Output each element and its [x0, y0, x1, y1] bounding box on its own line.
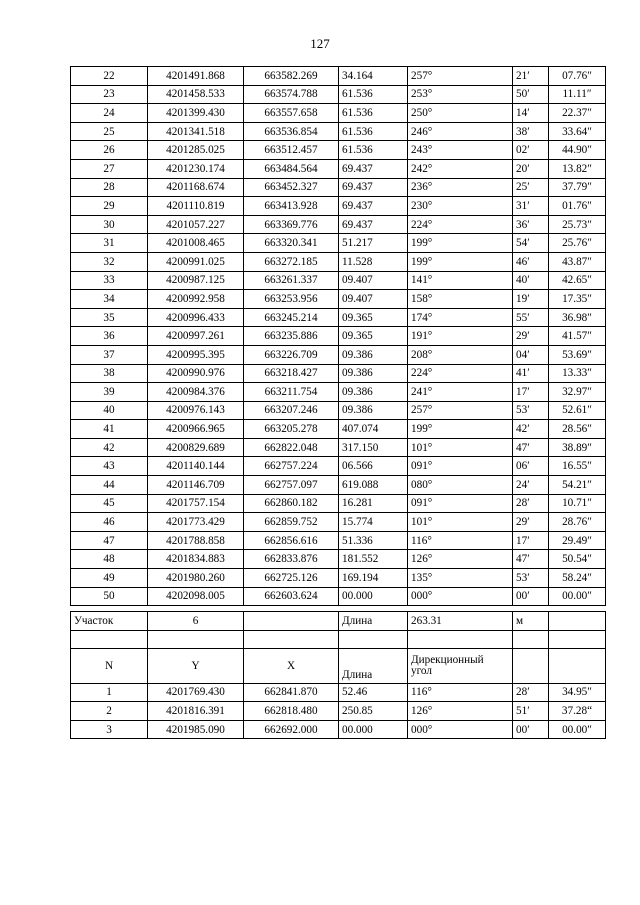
coord-x: 663512.457	[244, 141, 339, 160]
segment-length: 52.46	[339, 683, 408, 702]
coord-x: 662822.048	[244, 438, 339, 457]
point-number: 32	[71, 252, 148, 271]
coord-x: 663261.337	[244, 271, 339, 290]
table-row	[71, 308, 606, 327]
segment-length: 09.386	[339, 364, 408, 383]
coord-x: 663211.754	[244, 383, 339, 402]
angle-degrees: 174°	[408, 308, 513, 327]
coord-y: 4200984.376	[148, 383, 244, 402]
table-row	[71, 122, 606, 141]
angle-minutes: 40′	[513, 271, 549, 290]
angle-minutes: 04′	[513, 345, 549, 364]
angle-minutes: 29′	[513, 513, 549, 532]
angle-seconds: 10.71″	[549, 494, 606, 513]
angle-degrees: 250°	[408, 104, 513, 123]
table-row	[71, 401, 606, 420]
coord-x: 663536.854	[244, 122, 339, 141]
angle-degrees: 199°	[408, 420, 513, 439]
segment-length: 181.552	[339, 550, 408, 569]
angle-minutes: 38′	[513, 122, 549, 141]
coord-y: 4201341.518	[148, 122, 244, 141]
angle-minutes: 51′	[513, 702, 549, 721]
segment-length: 69.437	[339, 159, 408, 178]
point-number: 47	[71, 531, 148, 550]
angle-seconds: 07.76″	[549, 67, 606, 86]
angle-minutes: 50′	[513, 85, 549, 104]
point-number: 23	[71, 85, 148, 104]
angle-degrees: 242°	[408, 159, 513, 178]
angle-degrees: 243°	[408, 141, 513, 160]
segment-length: 15.774	[339, 513, 408, 532]
section-label: Участок	[71, 612, 148, 631]
table-row	[71, 178, 606, 197]
segment-length: 317.150	[339, 438, 408, 457]
coord-x: 662603.624	[244, 587, 339, 606]
angle-minutes: 47′	[513, 550, 549, 569]
empty-cell	[549, 612, 606, 631]
angle-seconds: 16.55″	[549, 457, 606, 476]
table-row	[71, 702, 606, 721]
angle-seconds: 22.37″	[549, 104, 606, 123]
table-row	[71, 364, 606, 383]
coord-x: 662833.876	[244, 550, 339, 569]
coord-y: 4201788.858	[148, 531, 244, 550]
table-row	[71, 252, 606, 271]
segment-length: 09.407	[339, 271, 408, 290]
angle-degrees: 199°	[408, 234, 513, 253]
table-row	[71, 438, 606, 457]
angle-seconds: 54.21″	[549, 476, 606, 495]
coord-x: 662725.126	[244, 569, 339, 588]
segment-length: 09.365	[339, 308, 408, 327]
point-number: 49	[71, 569, 148, 588]
angle-degrees: 257°	[408, 401, 513, 420]
coord-y: 4201140.144	[148, 457, 244, 476]
segment-length: 61.536	[339, 122, 408, 141]
header-y: Y	[148, 648, 244, 683]
coord-x: 662859.752	[244, 513, 339, 532]
angle-seconds: 28.76″	[549, 513, 606, 532]
angle-degrees: 091°	[408, 494, 513, 513]
angle-seconds: 52.61″	[549, 401, 606, 420]
coord-x: 663452.327	[244, 178, 339, 197]
angle-minutes: 02′	[513, 141, 549, 160]
angle-degrees: 236°	[408, 178, 513, 197]
angle-seconds: 00.00″	[549, 720, 606, 739]
coord-x: 663207.246	[244, 401, 339, 420]
angle-degrees: 191°	[408, 327, 513, 346]
table-row	[71, 683, 606, 702]
angle-seconds: 42.65″	[549, 271, 606, 290]
coord-x: 663218.427	[244, 364, 339, 383]
angle-seconds: 32.97″	[549, 383, 606, 402]
coord-x: 663245.214	[244, 308, 339, 327]
angle-seconds: 28.56″	[549, 420, 606, 439]
coord-y: 4200991.025	[148, 252, 244, 271]
segment-length: 61.536	[339, 141, 408, 160]
angle-seconds: 33.64″	[549, 122, 606, 141]
segment-length: 407.074	[339, 420, 408, 439]
segment-length: 69.437	[339, 178, 408, 197]
point-number: 46	[71, 513, 148, 532]
segment-length: 61.536	[339, 85, 408, 104]
coordinates-table	[70, 66, 606, 606]
angle-minutes: 41′	[513, 364, 549, 383]
angle-degrees: 116°	[408, 683, 513, 702]
table-row	[71, 420, 606, 439]
point-number: 39	[71, 383, 148, 402]
segment-length: 69.437	[339, 197, 408, 216]
angle-degrees: 126°	[408, 550, 513, 569]
angle-minutes: 54′	[513, 234, 549, 253]
angle-minutes: 36′	[513, 215, 549, 234]
angle-degrees: 224°	[408, 215, 513, 234]
empty-cell	[513, 648, 549, 683]
table-row	[71, 476, 606, 495]
segment-length: 69.437	[339, 215, 408, 234]
angle-degrees: 257°	[408, 67, 513, 86]
point-number: 33	[71, 271, 148, 290]
angle-seconds: 50.54″	[549, 550, 606, 569]
coord-y: 4202098.005	[148, 587, 244, 606]
point-number: 48	[71, 550, 148, 569]
segment-length: 06.566	[339, 457, 408, 476]
coord-y: 4201285.025	[148, 141, 244, 160]
header-direction-line2: угол	[411, 664, 432, 677]
segment-length: 09.365	[339, 327, 408, 346]
point-number: 40	[71, 401, 148, 420]
angle-degrees: 158°	[408, 290, 513, 309]
angle-degrees: 230°	[408, 197, 513, 216]
coord-y: 4201008.465	[148, 234, 244, 253]
coord-x: 662841.870	[244, 683, 339, 702]
point-number: 28	[71, 178, 148, 197]
angle-degrees: 116°	[408, 531, 513, 550]
angle-minutes: 20′	[513, 159, 549, 178]
angle-minutes: 53′	[513, 401, 549, 420]
point-number: 2	[71, 702, 148, 721]
angle-seconds: 37.28“	[549, 702, 606, 721]
coord-x: 663235.886	[244, 327, 339, 346]
segment-length: 51.217	[339, 234, 408, 253]
segment-length: 09.386	[339, 383, 408, 402]
angle-minutes: 42′	[513, 420, 549, 439]
point-number: 44	[71, 476, 148, 495]
empty-cell	[549, 648, 606, 683]
segment-length: 34.164	[339, 67, 408, 86]
table-row	[71, 457, 606, 476]
table-row	[71, 720, 606, 739]
angle-minutes: 25′	[513, 178, 549, 197]
segment-length: 51.336	[339, 531, 408, 550]
coord-y: 4201757.154	[148, 494, 244, 513]
angle-minutes: 06′	[513, 457, 549, 476]
angle-degrees: 135°	[408, 569, 513, 588]
segment-length: 61.536	[339, 104, 408, 123]
point-number: 34	[71, 290, 148, 309]
point-number: 25	[71, 122, 148, 141]
coord-y: 4200829.689	[148, 438, 244, 457]
coord-y: 4200995.395	[148, 345, 244, 364]
angle-seconds: 01.76″	[549, 197, 606, 216]
coord-y: 4200996.433	[148, 308, 244, 327]
table-row	[71, 345, 606, 364]
coord-y: 4200966.965	[148, 420, 244, 439]
point-number: 43	[71, 457, 148, 476]
coord-x: 663484.564	[244, 159, 339, 178]
angle-seconds: 34.95″	[549, 683, 606, 702]
angle-minutes: 14′	[513, 104, 549, 123]
segment-length: 09.407	[339, 290, 408, 309]
table-row	[71, 513, 606, 532]
table-row	[71, 234, 606, 253]
angle-minutes: 46′	[513, 252, 549, 271]
length-value: 263.31	[408, 612, 513, 631]
coord-y: 4200997.261	[148, 327, 244, 346]
point-number: 35	[71, 308, 148, 327]
angle-seconds: 44.90″	[549, 141, 606, 160]
empty-cell	[244, 612, 339, 631]
blank-row	[71, 630, 606, 648]
header-x: X	[244, 648, 339, 683]
table-row	[71, 85, 606, 104]
coord-y: 4201057.227	[148, 215, 244, 234]
point-number: 29	[71, 197, 148, 216]
coord-x: 663369.776	[244, 215, 339, 234]
coord-y: 4201110.819	[148, 197, 244, 216]
coord-y: 4200990.976	[148, 364, 244, 383]
table-row	[71, 383, 606, 402]
angle-degrees: 101°	[408, 513, 513, 532]
angle-degrees: 253°	[408, 85, 513, 104]
point-number: 1	[71, 683, 148, 702]
point-number: 24	[71, 104, 148, 123]
angle-seconds: 29.49″	[549, 531, 606, 550]
coord-x: 662692.000	[244, 720, 339, 739]
angle-seconds: 00.00″	[549, 587, 606, 606]
table-row	[71, 104, 606, 123]
coord-x: 663272.185	[244, 252, 339, 271]
coord-y: 4201168.674	[148, 178, 244, 197]
angle-seconds: 53.69″	[549, 345, 606, 364]
coord-y: 4201985.090	[148, 720, 244, 739]
segment-length: 11.528	[339, 252, 408, 271]
header-n: N	[71, 648, 148, 683]
segment-length: 169.194	[339, 569, 408, 588]
angle-seconds: 43.87″	[549, 252, 606, 271]
point-number: 22	[71, 67, 148, 86]
coord-y: 4200992.958	[148, 290, 244, 309]
coord-y: 4200976.143	[148, 401, 244, 420]
angle-degrees: 080°	[408, 476, 513, 495]
angle-seconds: 37.79″	[549, 178, 606, 197]
angle-degrees: 126°	[408, 702, 513, 721]
angle-seconds: 25.73″	[549, 215, 606, 234]
coord-y: 4201980.260	[148, 569, 244, 588]
segment-length: 250.85	[339, 702, 408, 721]
coord-x: 663574.788	[244, 85, 339, 104]
point-number: 3	[71, 720, 148, 739]
length-label: Длина	[339, 612, 408, 631]
angle-minutes: 17′	[513, 531, 549, 550]
table-row	[71, 531, 606, 550]
coord-x: 663226.709	[244, 345, 339, 364]
point-number: 31	[71, 234, 148, 253]
table-row	[71, 197, 606, 216]
coord-y: 4201816.391	[148, 702, 244, 721]
coord-y: 4200987.125	[148, 271, 244, 290]
segment-length: 00.000	[339, 720, 408, 739]
angle-degrees: 224°	[408, 364, 513, 383]
angle-degrees: 246°	[408, 122, 513, 141]
angle-seconds: 41.57″	[549, 327, 606, 346]
segment-length: 619.088	[339, 476, 408, 495]
coord-x: 663253.956	[244, 290, 339, 309]
angle-seconds: 11.11″	[549, 85, 606, 104]
coord-x: 663205.278	[244, 420, 339, 439]
coord-y: 4201146.709	[148, 476, 244, 495]
length-unit: м	[513, 612, 549, 631]
coord-x: 663582.269	[244, 67, 339, 86]
table-row	[71, 271, 606, 290]
section-table	[70, 611, 606, 739]
table-row	[71, 290, 606, 309]
angle-minutes: 19′	[513, 290, 549, 309]
header-direction-line1: Дирекционный	[411, 653, 484, 666]
angle-degrees: 000°	[408, 720, 513, 739]
point-number: 30	[71, 215, 148, 234]
table-row	[71, 550, 606, 569]
segment-length: 09.386	[339, 345, 408, 364]
angle-seconds: 17.35″	[549, 290, 606, 309]
coord-x: 662757.224	[244, 457, 339, 476]
angle-seconds: 13.82″	[549, 159, 606, 178]
table-row	[71, 215, 606, 234]
point-number: 26	[71, 141, 148, 160]
angle-minutes: 17′	[513, 383, 549, 402]
angle-minutes: 31′	[513, 197, 549, 216]
section-summary-row	[71, 612, 606, 631]
table-row	[71, 494, 606, 513]
segment-length: 16.281	[339, 494, 408, 513]
coord-y: 4201773.429	[148, 513, 244, 532]
point-number: 36	[71, 327, 148, 346]
header-direction	[408, 648, 513, 683]
coord-x: 662757.097	[244, 476, 339, 495]
point-number: 37	[71, 345, 148, 364]
point-number: 38	[71, 364, 148, 383]
point-number: 27	[71, 159, 148, 178]
angle-minutes: 29′	[513, 327, 549, 346]
angle-degrees: 241°	[408, 383, 513, 402]
coord-y: 4201491.868	[148, 67, 244, 86]
angle-degrees: 199°	[408, 252, 513, 271]
coord-x: 663557.658	[244, 104, 339, 123]
angle-minutes: 28′	[513, 683, 549, 702]
page-number: 127	[310, 36, 330, 51]
header-row	[71, 648, 606, 683]
segment-length: 00.000	[339, 587, 408, 606]
point-number: 50	[71, 587, 148, 606]
coord-y: 4201834.883	[148, 550, 244, 569]
table-row	[71, 67, 606, 86]
header-length: Длина	[339, 648, 408, 683]
angle-minutes: 28′	[513, 494, 549, 513]
angle-minutes: 24′	[513, 476, 549, 495]
coord-x: 662856.616	[244, 531, 339, 550]
angle-minutes: 55′	[513, 308, 549, 327]
angle-seconds: 58.24″	[549, 569, 606, 588]
point-number: 45	[71, 494, 148, 513]
table-row	[71, 587, 606, 606]
angle-minutes: 47′	[513, 438, 549, 457]
table-row	[71, 569, 606, 588]
angle-minutes: 53′	[513, 569, 549, 588]
angle-seconds: 25.76″	[549, 234, 606, 253]
angle-seconds: 36.98″	[549, 308, 606, 327]
section-value: 6	[148, 612, 244, 631]
angle-minutes: 00′	[513, 720, 549, 739]
angle-degrees: 000°	[408, 587, 513, 606]
angle-seconds: 38.89″	[549, 438, 606, 457]
angle-seconds: 13.33″	[549, 364, 606, 383]
angle-minutes: 00′	[513, 587, 549, 606]
point-number: 42	[71, 438, 148, 457]
coord-x: 663320.341	[244, 234, 339, 253]
table-row	[71, 141, 606, 160]
coord-y: 4201458.533	[148, 85, 244, 104]
coord-x: 662818.480	[244, 702, 339, 721]
segment-length: 09.386	[339, 401, 408, 420]
point-number: 41	[71, 420, 148, 439]
table-row	[71, 327, 606, 346]
table-row	[71, 159, 606, 178]
coord-y: 4201230.174	[148, 159, 244, 178]
coord-y: 4201399.430	[148, 104, 244, 123]
coord-y: 4201769.430	[148, 683, 244, 702]
coord-x: 662860.182	[244, 494, 339, 513]
angle-minutes: 21′	[513, 67, 549, 86]
angle-degrees: 091°	[408, 457, 513, 476]
angle-degrees: 208°	[408, 345, 513, 364]
coord-x: 663413.928	[244, 197, 339, 216]
angle-degrees: 101°	[408, 438, 513, 457]
angle-degrees: 141°	[408, 271, 513, 290]
